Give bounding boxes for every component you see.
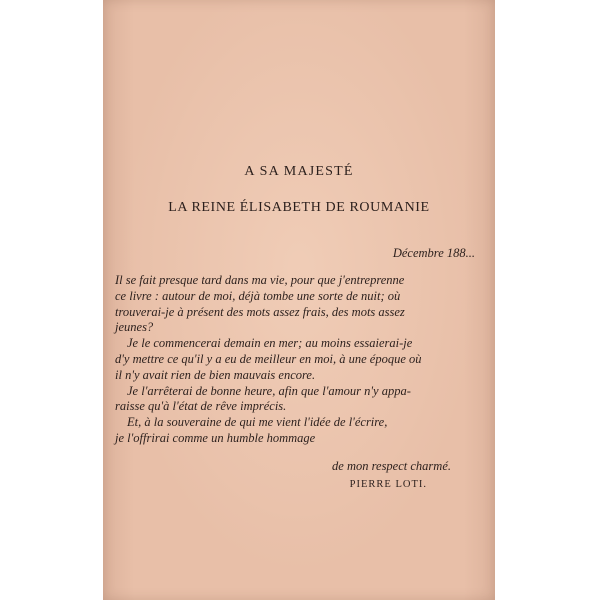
dedication-heading: A SA MAJESTÉ xyxy=(244,164,354,179)
dedication-body xyxy=(115,273,485,447)
body-line: Je l'arrêterai de bonne heure, afin que l'amour n'y appa- xyxy=(127,383,411,398)
dedication-date: Décembre 188... xyxy=(392,246,475,260)
body-line: je l'offrirai comme un humble hommage xyxy=(115,430,316,445)
signoff-line: de mon respect charmé. xyxy=(332,459,451,473)
body-line: ce livre : autour de moi, déjà tombe une sorte de nuit; où xyxy=(115,288,401,303)
body-line: Il se fait presque tard dans ma vie, pour que j'entreprenne xyxy=(115,273,405,287)
book-page xyxy=(103,0,495,600)
body-line: Et, à la souveraine de qui me vient l'idée de l'écrire, xyxy=(127,415,388,430)
dedication-recipient: LA REINE ÉLISABETH DE ROUMANIE xyxy=(168,200,430,215)
body-line: il n'y avait rien de bien mauvais encore. xyxy=(115,367,316,382)
author-signature: PIERRE LOTI. xyxy=(349,479,427,490)
body-line: raisse qu'à l'état de rêve imprécis. xyxy=(115,399,287,414)
body-line: jeunes? xyxy=(115,320,154,335)
body-line: Je le commencerai demain en mer; au moins essaierai-je xyxy=(127,336,413,351)
body-line: trouverai-je à présent des mots assez frais, des mots assez xyxy=(115,304,405,319)
body-line: d'y mettre ce qu'il y a eu de meilleur en moi, à une époque où xyxy=(115,351,422,366)
